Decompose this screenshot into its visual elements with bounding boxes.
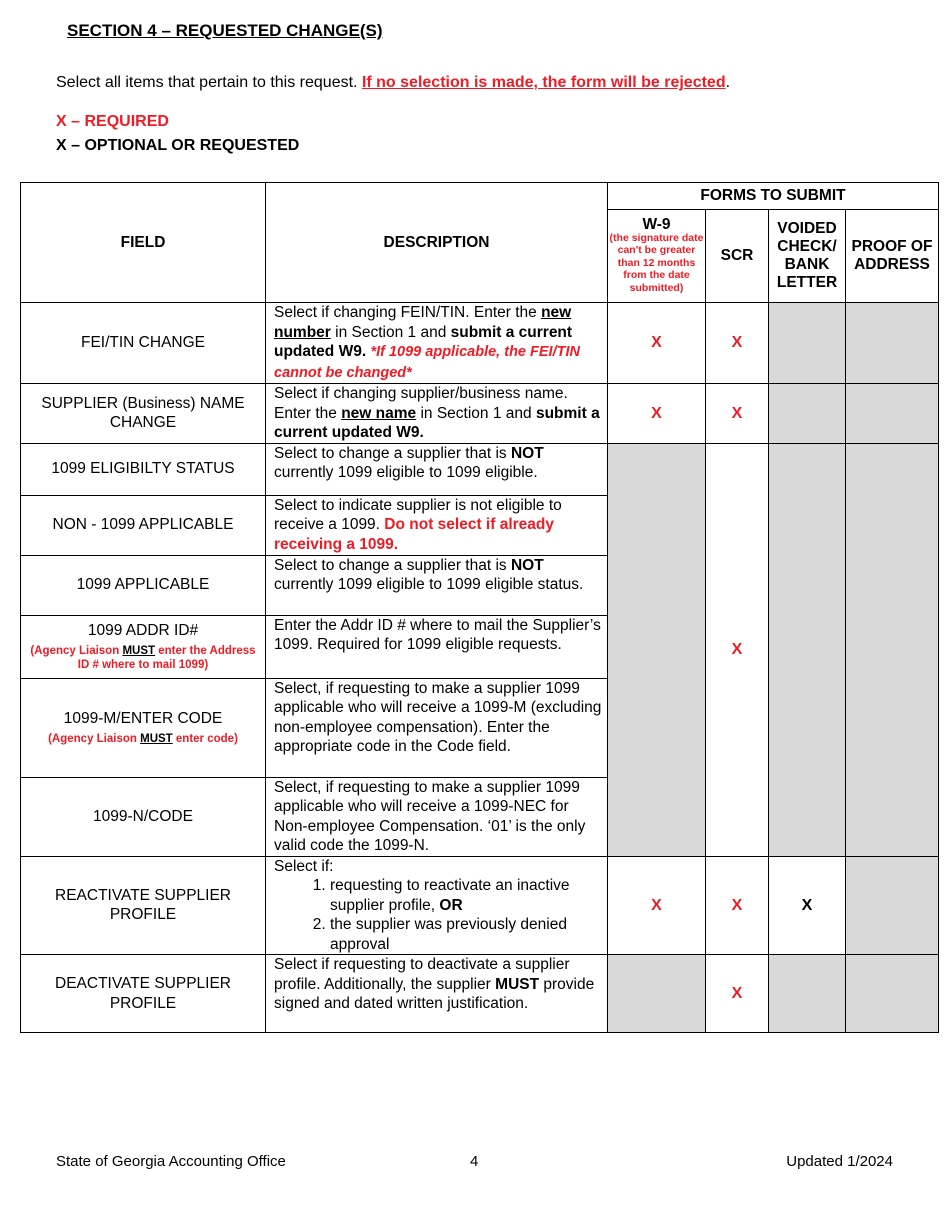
mark-scr-required: X [706,443,769,856]
intro-warning: If no selection is made, the form will be rejected [361,74,726,91]
desc-text: currently 1099 eligible to 1099 eligible status. [274,576,584,593]
field-label: 1099 ADDR ID# [87,622,199,640]
desc-text: Select if requesting to deactivate a supplier profile. Additionally, the supplier [274,956,570,993]
mark-scr-required: X [706,384,769,444]
note-text: enter the Address ID # where to mail 1099) [77,644,256,671]
intro-main: Select all items that pertain to this request. [56,74,362,91]
table-row [21,443,939,495]
header-w9 [608,210,706,303]
desc-1099-m-enter-code: Select, if requesting to make a supplier 1099 applicable who will receive a 1099-M (excluding non-employee compensation). Enter the appropriate code in the Code field. [266,678,608,777]
cell-na [769,384,846,444]
note-emphasis: MUST [122,644,156,657]
desc-intro: Select if: [274,857,334,875]
field-note [27,644,259,672]
cell-na [846,384,939,444]
footer-org: State of Georgia Accounting Office [56,1153,286,1170]
field-fein-tin-change: FEI/TIN CHANGE [21,303,266,384]
desc-text: Select to indicate supplier is not eligible to receive a 1099. [274,496,562,533]
field-label: 1099-M/ENTER CODE [63,709,223,727]
desc-warning: *If 1099 applicable, the FEI/TIN cannot be changed* [274,344,580,381]
header-description: DESCRIPTION [266,183,608,303]
intro-end: . [725,74,731,91]
desc-emphasis: submit a current updated W9. [274,404,600,441]
header-proof-of-address: PROOF OF ADDRESS [846,210,939,303]
table-row [21,955,939,1033]
header-forms-to-submit: FORMS TO SUBMIT [608,183,939,210]
field-non-1099-applicable: NON - 1099 APPLICABLE [21,495,266,555]
desc-reactivate-supplier-profile [266,856,608,955]
mark-scr-required: X [706,303,769,384]
legend-required: X – REQUIRED [56,113,169,130]
section-title: SECTION 4 – REQUESTED CHANGE(S) [67,21,383,40]
field-supplier-name-change: SUPPLIER (Business) NAME CHANGE [21,384,266,444]
desc-text: currently 1099 eligible to 1099 eligible. [274,464,538,481]
desc-text: provide signed and dated written justification. [274,975,595,1012]
desc-emphasis: NOT [510,556,544,574]
list-item [330,876,602,915]
cell-na [769,303,846,384]
desc-1099-eligibility-status [266,443,608,495]
list-item: 2. the supplier was previously denied approval [330,915,602,954]
intro-text [56,74,730,92]
mark-w9-required: X [608,384,706,444]
desc-fein-tin-change [266,303,608,384]
field-1099-n-code: 1099-N/CODE [21,777,266,856]
field-1099-applicable: 1099 APPLICABLE [21,555,266,615]
note-text: enter code) [172,733,238,746]
header-scr: SCR [706,210,769,303]
desc-emphasis: new number [274,304,572,341]
cell-na [846,443,939,856]
cell-na [608,443,706,856]
cell-na [846,856,939,955]
table-row [21,856,939,955]
desc-emphasis: new name [341,404,417,422]
field-1099-m-enter-code [21,678,266,777]
desc-deactivate-supplier-profile [266,955,608,1033]
cell-na [846,955,939,1033]
table-row [21,384,939,444]
mark-w9-required: X [608,303,706,384]
desc-text: requesting to reactivate an inactive supplier profile, [330,877,570,914]
requested-changes-table [20,182,939,1033]
desc-supplier-name-change [266,384,608,444]
field-1099-eligibility-status: 1099 ELIGIBILTY STATUS [21,443,266,495]
desc-1099-applicable [266,555,608,615]
desc-emphasis: NOT [510,444,544,462]
field-deactivate-supplier-profile: DEACTIVATE SUPPLIER PROFILE [21,955,266,1033]
legend-optional: X – OPTIONAL OR REQUESTED [56,137,300,154]
desc-emphasis: submit a current updated W9. [274,323,573,360]
mark-w9-required: X [608,856,706,955]
note-text: (Agency Liaison [30,644,123,657]
desc-text: in Section 1 and [330,323,451,341]
desc-emphasis: OR [439,896,463,914]
header-voided-check: VOIDED CHECK/ BANK LETTER [769,210,846,303]
field-1099-addr-id [21,615,266,678]
mark-scr-required: X [706,856,769,955]
footer-updated: Updated 1/2024 [786,1153,893,1170]
mark-scr-required: X [706,955,769,1033]
cell-na [608,955,706,1033]
cell-na [846,303,939,384]
desc-list [274,876,602,954]
footer-page-number: 4 [470,1153,479,1170]
desc-text: in Section 1 and [416,404,536,422]
desc-text: Select if changing supplier/business name. Enter the [274,385,568,422]
desc-warning: Do not select if already receiving a 1099. [274,516,554,553]
desc-text: Select if changing FEIN/TIN. Enter the [274,304,542,321]
desc-text: Select to change a supplier that is [274,556,511,574]
w9-note: (the signature date can't be greater than 12 months from the date submitted) [609,231,704,294]
desc-1099-addr-id: Enter the Addr ID # where to mail the Supplier’s 1099. Required for 1099 eligible requests. [266,615,608,678]
desc-emphasis: MUST [495,975,540,993]
mark-voided-check-optional: X [769,856,846,955]
desc-text: Select to change a supplier that is [274,444,511,462]
w9-label: W-9 [642,215,671,233]
desc-1099-n-code: Select, if requesting to make a supplier 1099 applicable who will receive a 1099-NEC for Non-employee Compensation. ‘01’ is the only valid code the 1099-N. [266,777,608,856]
cell-na [769,443,846,856]
cell-na [769,955,846,1033]
header-field: FIELD [21,183,266,303]
note-emphasis: MUST [140,733,173,746]
field-reactivate-supplier-profile: REACTIVATE SUPPLIER PROFILE [21,856,266,955]
field-note [27,732,259,746]
table-row [21,303,939,384]
note-text: (Agency Liaison [48,733,141,746]
desc-non-1099-applicable [266,495,608,555]
